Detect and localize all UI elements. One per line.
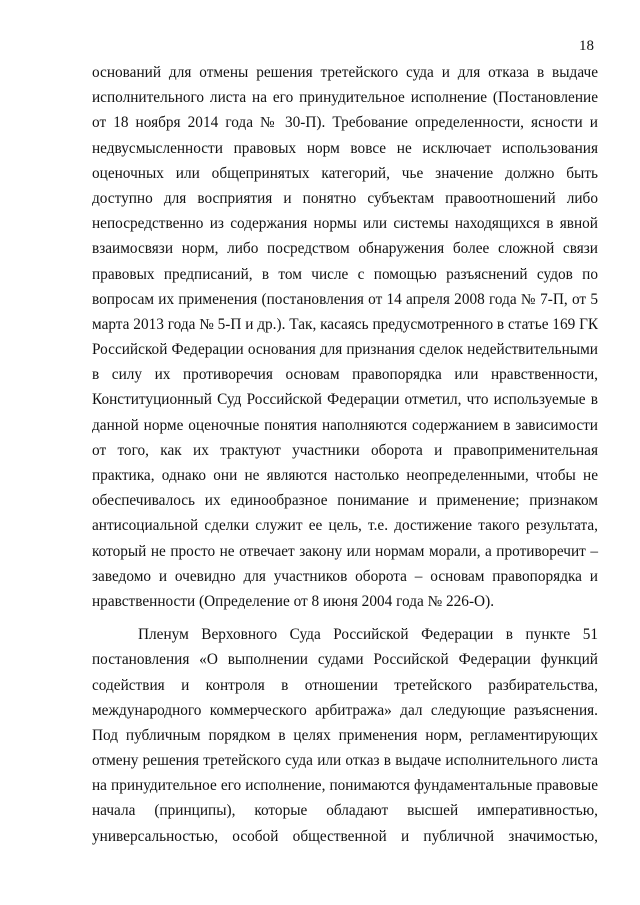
text-line: взаимосвязи норм, либо посредством обнаружения более сложной связи: [92, 240, 598, 258]
text-line: на принудительное его исполнение, понимаются фундаментальные правовые: [92, 777, 598, 795]
text-line: начала (принципы), которые обладают высшей императивностью,: [92, 802, 598, 820]
text-line: Российской Федерации основания для признания сделок недействительными: [92, 341, 598, 359]
text-line: заведомо и очевидно для участников оборота – основам правопорядка и: [92, 567, 598, 585]
text-line: Конституционный Суд Российской Федерации отметил, что используемые в: [92, 391, 598, 409]
text-line: который не просто не отвечает закону или нормам морали, а противоречит –: [92, 542, 598, 560]
text-line: практика, однако они не являются настолько неопределенными, чтобы не: [92, 467, 598, 484]
text-line: универсальностью, особой общественной и публичной значимостью,: [92, 827, 598, 845]
text-line: международного коммерческого арбитража» дал следующие разъяснения.: [92, 701, 598, 719]
text-line: исполнительного листа на его принудительное исполнение (Постановление: [92, 89, 598, 107]
text-line: содействия и контроля в отношении третейского разбирательства,: [92, 676, 598, 694]
paragraph-2: [92, 622, 598, 849]
text-line: непосредственно из содержания нормы или системы находящихся в явной: [92, 215, 598, 233]
text-line: данной норме оценочные понятия наполняются содержанием в зависимости: [92, 416, 598, 434]
text-line: обеспечивалось их единообразное понимание и применение; признаком: [92, 492, 598, 510]
text-line: антисоциальной сделки служит ее цель, т.е. достижение такого результата,: [92, 517, 598, 535]
paragraph-1: [92, 60, 598, 614]
paragraph-gap: [92, 614, 598, 622]
text-line: оценочных или общепринятых категорий, чье значение должно быть: [92, 164, 598, 182]
text-line: недвусмысленности правовых норм вовсе не исключает использования: [92, 139, 598, 157]
text-line: Пленум Верховного Суда Российской Федерации в пункте 51: [138, 626, 598, 644]
text-line: Под публичным порядком в целях применения норм, регламентирующих: [92, 726, 598, 744]
body-text: [92, 60, 598, 849]
text-line: нравственности (Определение от 8 июня 2004 года № 226-О).: [92, 592, 495, 610]
text-line: вопросам их применения (постановления от 14 апреля 2008 года № 7-П, от 5: [92, 290, 598, 308]
text-line: от 18 ноября 2014 года № 30-П). Требование определенности, ясности и: [92, 114, 598, 132]
text-line: в силу их противоречия основам правопорядка или нравственности,: [92, 366, 598, 384]
text-line: постановления «О выполнении судами Российской Федерации функций: [92, 651, 598, 669]
text-line: доступно для восприятия и понятно субъектам правоотношений либо: [92, 189, 598, 207]
text-line: оснований для отмены решения третейского суда и для отказа в выдаче: [92, 64, 598, 81]
text-line: марта 2013 года № 5-П и др.). Так, касаясь предусмотренного в статье 169 ГК: [92, 315, 599, 333]
text-line: отмену решения третейского суда или отказ в выдаче исполнительного листа: [92, 752, 598, 770]
text-line: от того, как их трактуют участники оборота и правоприменительная: [92, 441, 598, 459]
text-line: правовых предписаний, в том числе с помощью разъяснений судов по: [92, 265, 598, 283]
page-number: 18: [579, 38, 594, 54]
